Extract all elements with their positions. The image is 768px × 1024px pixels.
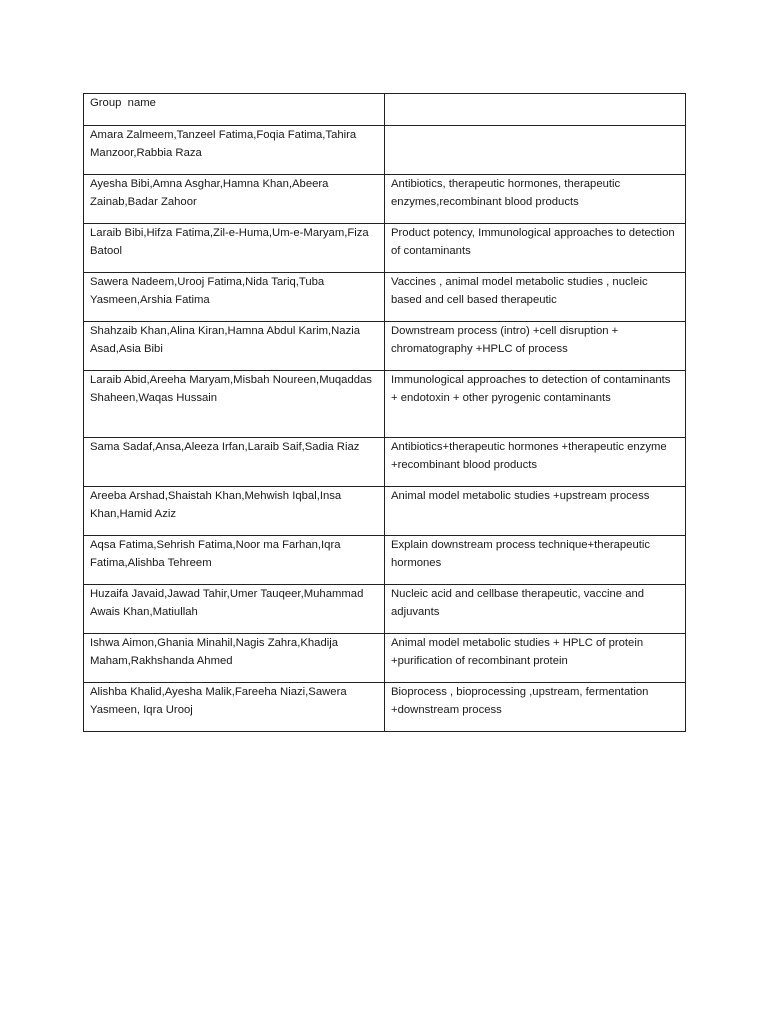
topics-cell (385, 438, 686, 487)
table-row (84, 634, 686, 683)
members-cell (84, 683, 385, 732)
topics-cell (385, 683, 686, 732)
members-cell (84, 322, 385, 371)
topics-text: Bioprocess , bioprocessing ,upstream, fermentation +downstream process (391, 686, 649, 716)
members-text: Huzaifa Javaid,Jawad Tahir,Umer Tauqeer,Muhammad Awais Khan,Matiullah (90, 588, 364, 618)
members-text: Ayesha Bibi,Amna Asghar,Hamna Khan,Abeera Zainab,Badar Zahoor (90, 178, 329, 208)
topics-cell (385, 487, 686, 536)
members-text: Alishba Khalid,Ayesha Malik,Fareeha Niazi,Sawera Yasmeen, Iqra Urooj (90, 686, 347, 716)
topics-text: Immunological approaches to detection of contaminants + endotoxin + other pyrogenic contaminants (391, 374, 671, 404)
members-cell (84, 371, 385, 438)
topics-cell (385, 273, 686, 322)
members-text: Amara Zalmeem,Tanzeel Fatima,Foqia Fatima,Tahira Manzoor,Rabbia Raza (90, 129, 357, 159)
members-text: Ishwa Aimon,Ghania Minahil,Nagis Zahra,Khadija Maham,Rakhshanda Ahmed (90, 637, 339, 667)
topics-text: Antibiotics+therapeutic hormones +therapeutic enzyme +recombinant blood products (391, 441, 667, 471)
group-table (83, 93, 686, 732)
table-row (84, 683, 686, 732)
members-text: Shahzaib Khan,Alina Kiran,Hamna Abdul Karim,Nazia Asad,Asia Bibi (90, 325, 361, 355)
topics-cell (385, 175, 686, 224)
members-cell (84, 224, 385, 273)
topics-text: Nucleic acid and cellbase therapeutic, vaccine and adjuvants (391, 588, 645, 618)
topics-text: Antibiotics, therapeutic hormones, therapeutic enzymes,recombinant blood products (391, 178, 621, 208)
members-cell (84, 634, 385, 683)
members-text: Areeba Arshad,Shaistah Khan,Mehwish Iqbal,Insa Khan,Hamid Aziz (90, 490, 342, 520)
topics-cell (385, 536, 686, 585)
topics-cell (385, 634, 686, 683)
table-row (84, 585, 686, 634)
header-group-name-text: Group name (90, 97, 156, 109)
table-row (84, 536, 686, 585)
topics-cell (385, 585, 686, 634)
members-cell (84, 585, 385, 634)
members-text: Laraib Abid,Areeha Maryam,Misbah Noureen,Muqaddas Shaheen,Waqas Hussain (90, 374, 372, 404)
table-row (84, 487, 686, 536)
table-row (84, 322, 686, 371)
members-cell (84, 126, 385, 175)
topics-cell (385, 126, 686, 175)
table-row (84, 438, 686, 487)
topics-text: Downstream process (intro) +cell disruption + chromatography +HPLC of process (391, 325, 619, 355)
members-cell (84, 273, 385, 322)
members-cell (84, 175, 385, 224)
members-cell (84, 536, 385, 585)
members-text: Laraib Bibi,Hifza Fatima,Zil-e-Huma,Um-e-Maryam,Fiza Batool (90, 227, 369, 257)
topics-text: Animal model metabolic studies +upstream process (391, 490, 650, 502)
topics-cell (385, 322, 686, 371)
topics-text: Vaccines , animal model metabolic studies , nucleic based and cell based therapeutic (391, 276, 648, 306)
table-row (84, 224, 686, 273)
table-row (84, 273, 686, 322)
members-text: Aqsa Fatima,Sehrish Fatima,Noor ma Farhan,Iqra Fatima,Alishba Tehreem (90, 539, 341, 569)
members-text: Sama Sadaf,Ansa,Aleeza Irfan,Laraib Saif,Sadia Riaz (90, 441, 360, 453)
header-cell-group-name (84, 94, 385, 126)
topics-text: Animal model metabolic studies + HPLC of protein +purification of recombinant protein (391, 637, 644, 667)
topics-text: Explain downstream process technique+therapeutic hormones (391, 539, 651, 569)
topics-cell (385, 371, 686, 438)
header-cell-topics (385, 94, 686, 126)
members-text: Sawera Nadeem,Urooj Fatima,Nida Tariq,Tuba Yasmeen,Arshia Fatima (90, 276, 325, 306)
table-row (84, 126, 686, 175)
table-header-row (84, 94, 686, 126)
members-cell (84, 487, 385, 536)
table-row (84, 371, 686, 438)
members-cell (84, 438, 385, 487)
topics-text: Product potency, Immunological approaches to detection of contaminants (391, 227, 675, 257)
table-row (84, 175, 686, 224)
topics-cell (385, 224, 686, 273)
